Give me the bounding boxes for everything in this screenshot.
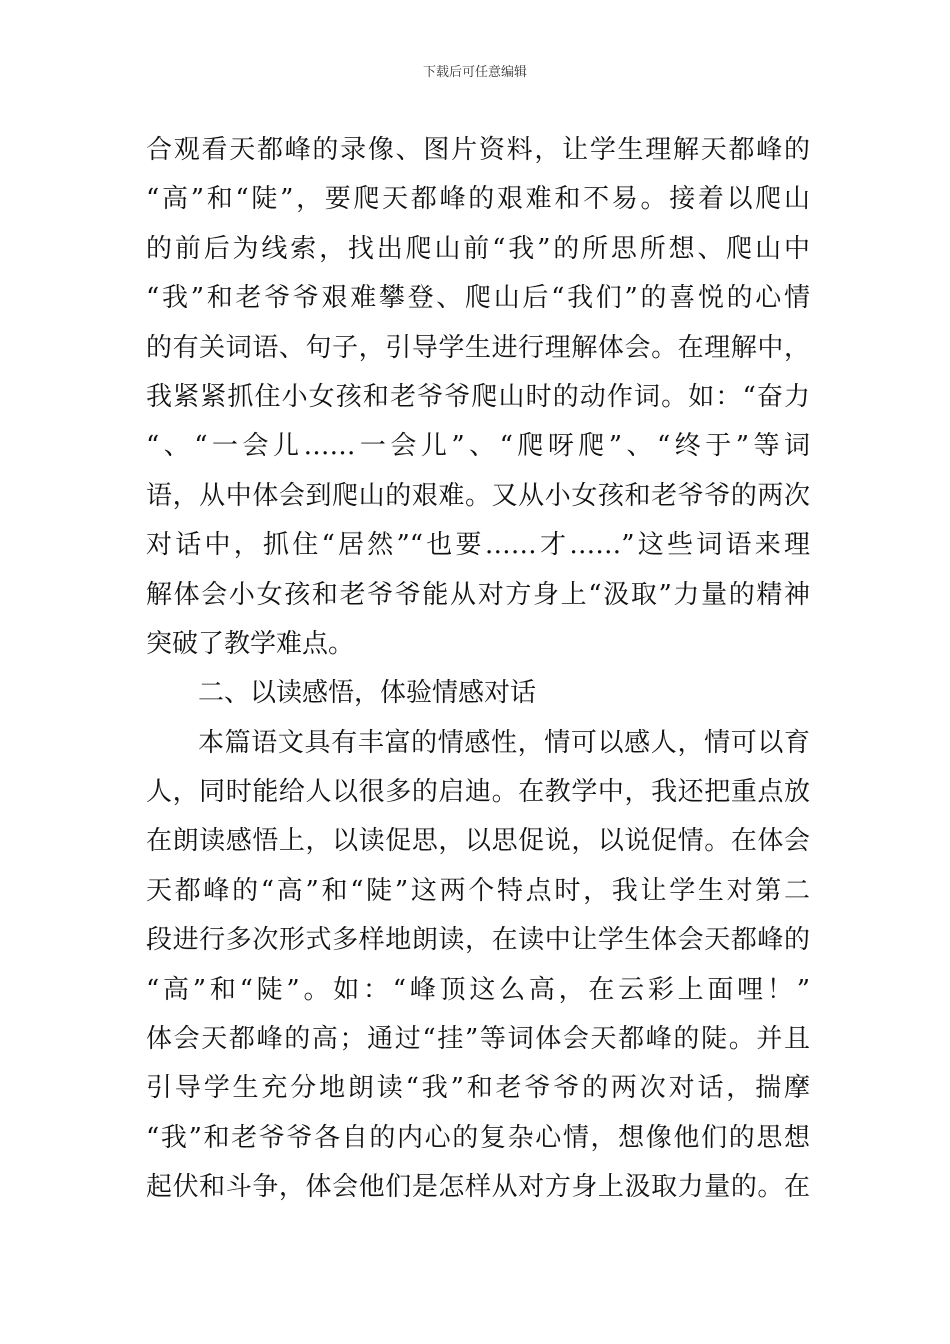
text-line: 解体会小女孩和老爷爷能从对方身上“汲取”力量的精神 <box>146 579 810 610</box>
text-line: 段进行多次形式多样地朗读，在读中让学生体会天都峰的 <box>146 925 810 956</box>
text-line: 的有关词语、句子，引导学生进行理解体会。在理解中， <box>146 332 810 363</box>
text-line: 起伏和斗争，体会他们是怎样从对方身上汲取力量的。在 <box>146 1172 810 1203</box>
section-heading: 二、以读感悟，体验情感对话 <box>198 678 537 709</box>
text-line: 人，同时能给人以很多的启迪。在教学中，我还把重点放 <box>146 777 810 808</box>
text-line: 合观看天都峰的录像、图片资料，让学生理解天都峰的 <box>146 135 810 165</box>
text-line: “高”和“陡”，要爬天都峰的艰难和不易。接着以爬山 <box>146 184 810 215</box>
text-line: 本篇语文具有丰富的情感性，情可以感人，情可以育 <box>198 727 810 758</box>
text-line: 体会天都峰的高；通过“挂”等词体会天都峰的陡。并且 <box>146 1024 810 1055</box>
text-line: “高”和“陡”。如：“峰顶这么高，在云彩上面哩！” <box>146 974 810 1005</box>
text-line: 突破了教学难点。 <box>146 628 355 659</box>
page-header: 下载后可任意编辑 <box>422 65 527 80</box>
text-line: 引导学生充分地朗读“我”和老爷爷的两次对话，揣摩 <box>146 1073 810 1104</box>
text-line: “我”和老爷爷艰难攀登、爬山后“我们”的喜悦的心情 <box>146 283 810 314</box>
text-line: 在朗读感悟上，以读促思，以思促说，以说促情。在体会 <box>146 826 810 857</box>
text-line: 的前后为线索，找出爬山前“我”的所思所想、爬山中 <box>146 233 810 264</box>
text-line: 天都峰的“高”和“陡”这两个特点时，我让学生对第二 <box>146 875 810 906</box>
text-line: 我紧紧抓住小女孩和老爷爷爬山时的动作词。如：“奋力 <box>146 381 810 412</box>
text-line: “、“一会儿……一会儿”、“爬呀爬”、“终于”等词 <box>146 431 810 462</box>
document-body <box>146 126 810 1213</box>
text-line: 语，从中体会到爬山的艰难。又从小女孩和老爷爷的两次 <box>146 480 810 511</box>
text-line: “我”和老爷爷各自的内心的复杂心情，想像他们的思想 <box>146 1122 810 1153</box>
text-line: 对话中，抓住“居然”“也要……才……”这些词语来理 <box>146 530 810 561</box>
